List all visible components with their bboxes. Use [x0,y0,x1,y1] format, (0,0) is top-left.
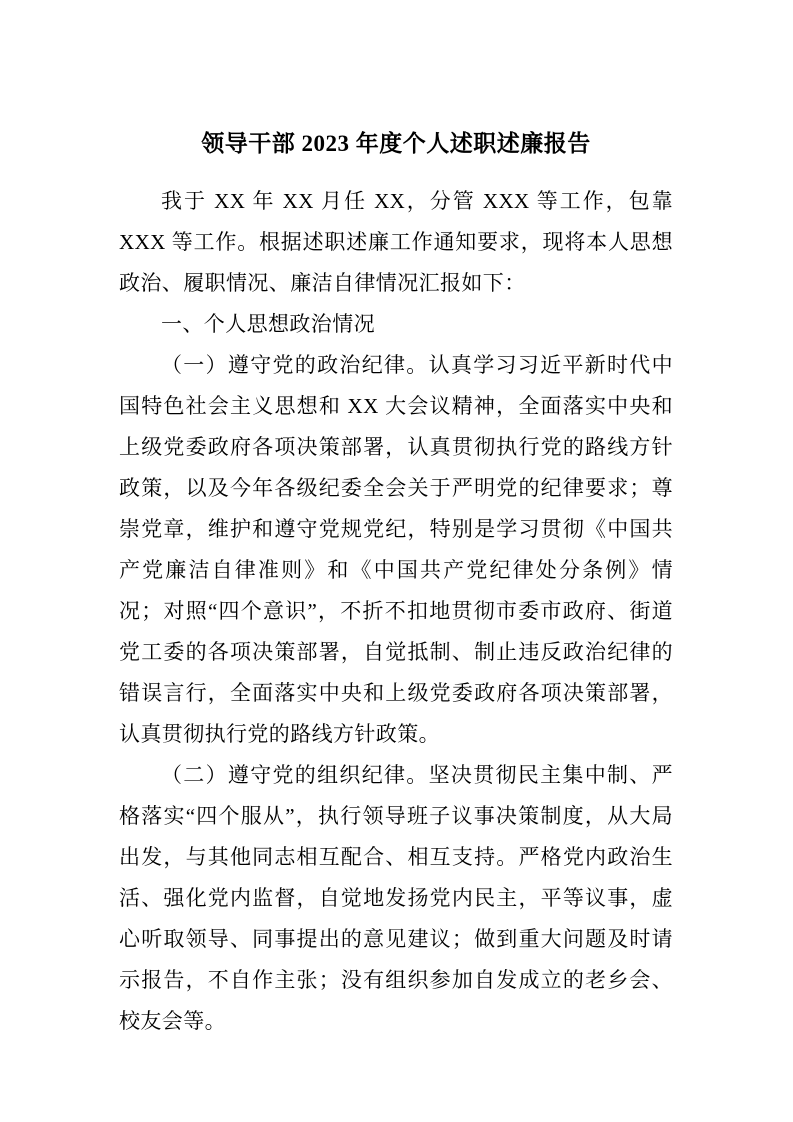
document-title: 领导干部 2023 年度个人述职述廉报告 [201,131,591,156]
section-heading-1: 一、个人思想政治情况 [161,312,375,336]
paragraph-organizational-discipline: （二）遵守党的组织纪律。坚决贯彻民主集中制、严格落实“四个服从”，执行领导班子议事决策制度，从大局出发，与其他同志相互配合、相互支持。严格党内政治生活、强化党内监督，自觉地发扬党内民主，平等议事，虚心听取领导、同事提出的意见建议；做到重大问题及时请示报告，不自作主张；没有组织参加自发成立的老乡会、校友会等。 [119,763,673,1033]
document-body [119,181,673,1042]
paragraph-political-discipline: （一）遵守党的政治纪律。认真学习习近平新时代中国特色社会主义思想和 XX 大会议精神，全面落实中央和上级党委政府各项决策部署，认真贯彻执行党的路线方针政策，以及今年各级纪委全会关于严明党的纪律要求；尊崇党章，维护和遵守党规党纪，特别是学习贯彻《中国共产党廉洁自律准则》和《中国共产党纪律处分条例》情况；对照“四个意识”，不折不扣地贯彻市委市政府、街道党工委的各项决策部署，自觉抵制、制止违反政治纪律的错误言行，全面落实中央和上级党委政府各项决策部署，认真贯彻执行党的路线方针政策。 [119,353,673,746]
paragraph-intro: 我于 XX 年 XX 月任 XX，分管 XXX 等工作，包靠 XXX 等工作。根据述职述廉工作通知要求，现将本人思想政治、履职情况、廉洁自律情况汇报如下： [119,189,673,295]
